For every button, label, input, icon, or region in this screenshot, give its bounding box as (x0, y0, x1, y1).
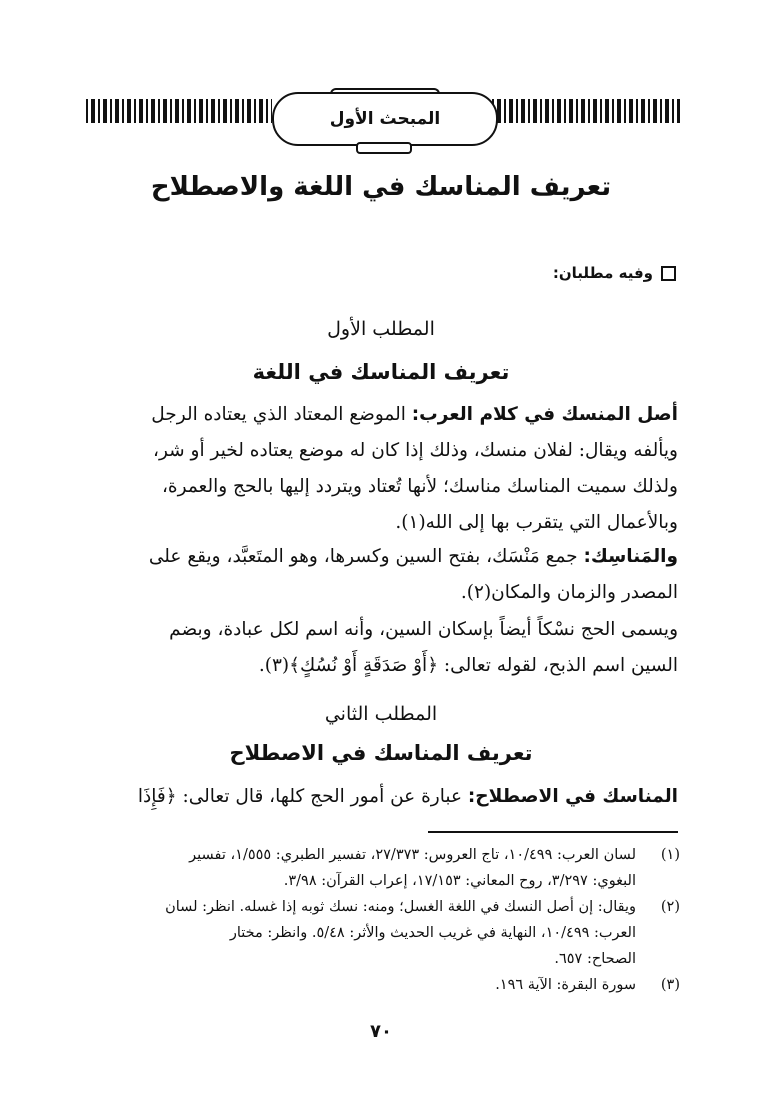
paragraph-line (84, 779, 678, 815)
paragraph-line: ويألفه ويقال: لفلان منسك، وذلك إذا كان له موضع يعتاده لخير أو شر، (152, 440, 678, 461)
footnote-line: العرب: ١٠/٤٩٩، النهاية في غريب الحديث والأثر: ٥/٤٨. وانظر: مختار (229, 925, 636, 941)
paragraph-lead: المناسك في الاصطلاح: (467, 786, 678, 807)
footnote (84, 842, 680, 894)
footnote-rule (428, 831, 678, 833)
paragraph-1 (84, 397, 678, 541)
paragraph-lead: والمَناسِك: (583, 546, 678, 567)
section2-label: المطلب الثاني (324, 703, 438, 725)
footnote-line: ويقال: إن أصل النسك في اللغة الغسل؛ ومنه: نسك ثوبه إذا غسله. انظر: لسان (165, 899, 636, 915)
ornament-band-right (492, 99, 680, 123)
footnote-line: الصحاح: ٦٥٧. (554, 951, 636, 967)
intro-line (553, 264, 676, 282)
square-bullet-icon (661, 266, 676, 281)
section-label-box (272, 92, 498, 146)
footnote (84, 894, 680, 972)
footnote-line: البغوي: ٣/٢٩٧، روح المعاني: ١٧/١٥٣، إعراب القرآن: ٣/٩٨. (283, 873, 636, 889)
footnote-line: سورة البقرة: الآية ١٩٦. (495, 977, 636, 993)
paragraph-lead: أصل المنسك في كلام العرب: (411, 404, 678, 425)
footnote-text (84, 972, 636, 998)
paragraph-text: الموضع المعتاد الذي يعتاده الرجل (151, 404, 406, 425)
paragraph-3 (84, 612, 678, 684)
paragraph-line (84, 539, 678, 575)
paragraph-line (84, 397, 678, 433)
footnote-number: (٢) (660, 899, 680, 915)
ornament-band-left (86, 99, 272, 123)
footnote-text (84, 894, 636, 972)
section1-heading: تعريف المناسك في اللغة (252, 360, 510, 384)
paragraph-text: عبارة عن أمور الحج كلها، قال تعالى: ﴿فَإِذَا (137, 786, 462, 807)
paragraph-line: المصدر والزمان والمكان(٢). (460, 582, 678, 603)
footnote-number: (١) (660, 847, 680, 863)
intro-text: وفيه مطلبان: (552, 264, 653, 282)
section1-label: المطلب الأول (327, 318, 435, 340)
page-number: ٧٠ (370, 1021, 392, 1042)
section-label: المبحث الأول (329, 109, 441, 129)
footnotes (84, 842, 680, 998)
paragraph-4 (84, 779, 678, 815)
ornament-tab (356, 142, 412, 154)
paragraph-2 (84, 539, 678, 611)
footnote-text (84, 842, 636, 894)
paragraph-line: وبالأعمال التي يتقرب بها إلى الله(١). (395, 512, 678, 533)
paragraph-line: السين اسم الذبح، لقوله تعالى: ﴿أَوْ صَدَقَةٍ أَوْ نُسُكٍ﴾(٣). (258, 655, 678, 676)
footnote-line: لسان العرب: ١٠/٤٩٩، تاج العروس: ٢٧/٣٧٣، تفسير الطبري: ١/٥٥٥، تفسير (189, 847, 636, 863)
footnote (84, 972, 680, 998)
section2-heading: تعريف المناسك في الاصطلاح (229, 741, 533, 765)
page-title: تعريف المناسك في اللغة والاصطلاح (150, 172, 612, 202)
paragraph-text: جمع مَنْسَك، بفتح السين وكسرها، وهو المتَعبَّد، ويقع على (148, 546, 578, 567)
footnote-number: (٣) (660, 977, 680, 993)
paragraph-line: ولذلك سميت المناسك مناسك؛ لأنها تُعتاد ويتردد إليها بالحج والعمرة، (161, 476, 678, 497)
paragraph-line: ويسمى الحج نسْكاً أيضاً بإسكان السين، وأنه اسم لكل عبادة، وبضم (169, 619, 678, 640)
